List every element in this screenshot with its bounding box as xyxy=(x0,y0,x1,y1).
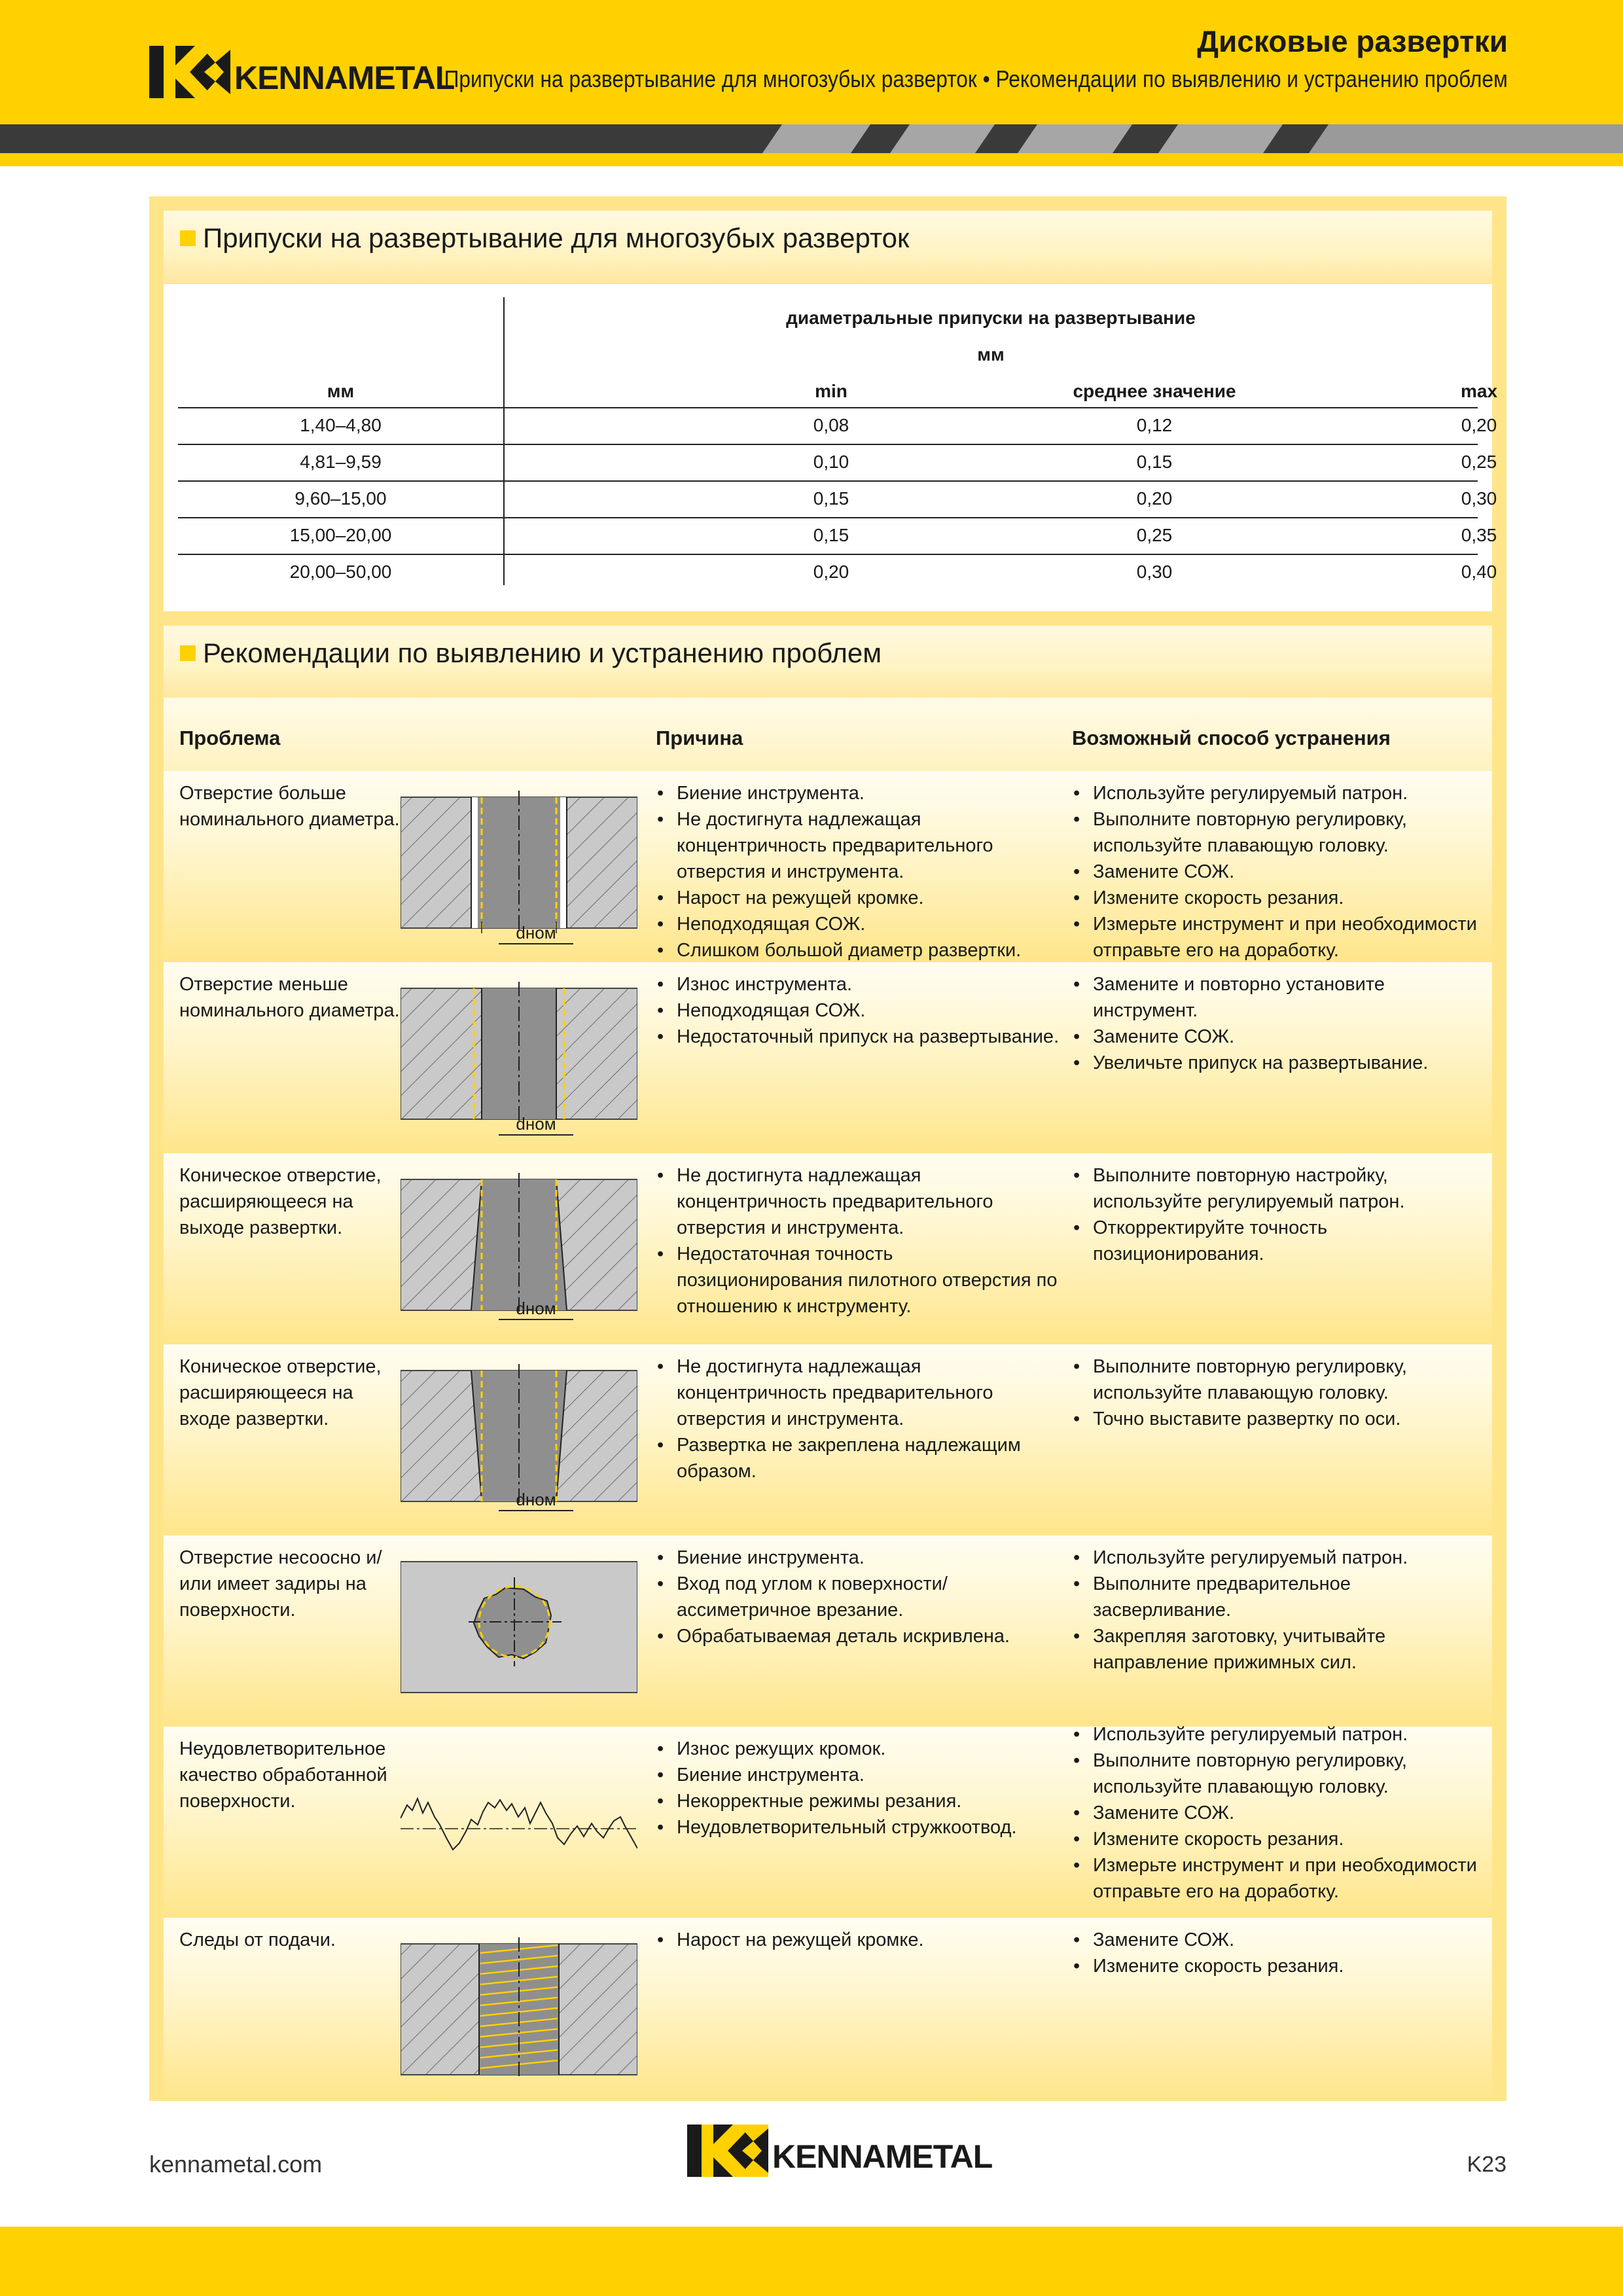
cause-item: • Биение инструмента. xyxy=(656,1762,1061,1788)
cell-min: 0,10 xyxy=(813,452,849,472)
cause-item: • Развертка не закреплена надлежащим образом. xyxy=(656,1432,1061,1484)
bullet-square xyxy=(180,645,196,661)
col-max: max xyxy=(1460,381,1498,401)
cause-item: • Вход под углом к поверхности/ассиметричное врезание. xyxy=(656,1571,1061,1623)
cause-item: • Обрабатываемая деталь искривлена. xyxy=(656,1623,1061,1649)
table-rule xyxy=(178,480,1478,482)
brand-wordmark: KENNAMETAL xyxy=(772,2138,993,2175)
col-cause: Причина xyxy=(656,726,743,749)
footer-band xyxy=(0,2227,1623,2296)
fix-item: • Выполните повторную настройку, используйте регулируемый патрон. xyxy=(1072,1162,1491,1215)
problem-text: Коническое отверстие, расширяющееся на входе развертки. xyxy=(179,1356,382,1429)
group-title: диаметральные припуски на развертывание xyxy=(786,308,1196,328)
fix-item: • Измерьте инструмент и при необходимости отправьте его на доработку. xyxy=(1072,1852,1491,1905)
cell-diam: 1,40–4,80 xyxy=(300,415,382,435)
cause-list xyxy=(656,1162,1061,1319)
page-title: Дисковые развертки xyxy=(1197,24,1508,58)
page-number: K23 xyxy=(1467,2152,1507,2177)
fix-item: • Выполните повторную регулировку, используйте плавающую головку. xyxy=(1072,1354,1491,1406)
fix-item: • Измерьте инструмент и при необходимости отправьте его на доработку. xyxy=(1072,911,1491,963)
trouble-row-taper-exit xyxy=(164,1153,1492,1344)
misaligned-figure xyxy=(401,1549,637,1698)
fix-item: • Измените скорость резания. xyxy=(1072,1953,1491,1979)
cause-list xyxy=(656,1354,1061,1484)
cell-diam: 4,81–9,59 xyxy=(300,452,382,472)
troubleshooting-heading-text: Рекомендации по выявлению и устранению проблем xyxy=(203,637,882,668)
fix-item: • Выполните предварительное засверливание. xyxy=(1072,1571,1491,1623)
table-divider xyxy=(503,297,505,585)
cause-item: • Не достигнута надлежащая концентричность предварительного отверстия и инструмента. xyxy=(656,1354,1061,1432)
page-subtitle: Припуски на развертывание для многозубых разверток • Рекомендации по выявлению и устранению проблем xyxy=(444,65,1508,92)
cell-avg: 0,25 xyxy=(1136,525,1173,545)
fix-item: • Используйте регулируемый патрон. xyxy=(1072,780,1491,806)
taper-exit-figure xyxy=(401,1166,637,1316)
header-stripes xyxy=(0,124,1623,153)
cause-item: • Биение инструмента. xyxy=(656,780,1061,806)
fix-item: • Увеличьте припуск на развертывание. xyxy=(1072,1050,1491,1076)
dim-label: dном xyxy=(499,923,573,944)
footer-kennametal-logo xyxy=(687,2125,993,2177)
trouble-row-oversize xyxy=(164,771,1492,962)
cause-list xyxy=(656,971,1061,1050)
table-rule xyxy=(178,554,1478,555)
fix-list xyxy=(1072,971,1491,1076)
fix-item: • Замените и повторно установите инструмент. xyxy=(1072,971,1491,1024)
cell-min: 0,15 xyxy=(813,488,849,509)
cause-item: • Износ режущих кромок. xyxy=(656,1736,1061,1762)
cell-diam: 9,60–15,00 xyxy=(294,488,387,509)
cause-item: • Нарост на режущей кромке. xyxy=(656,885,1061,911)
cause-item: • Слишком большой диаметр развертки. xyxy=(656,937,1061,963)
cell-diam: 20,00–50,00 xyxy=(289,562,392,582)
cell-min: 0,15 xyxy=(813,525,849,545)
hole-undersize-figure xyxy=(401,975,637,1124)
cause-list xyxy=(656,780,1061,963)
trouble-row-taper-entry xyxy=(164,1344,1492,1535)
cell-max: 0,25 xyxy=(1461,452,1497,472)
fix-item: • Используйте регулируемый патрон. xyxy=(1072,1721,1491,1748)
problem-text: Отверстие больше номинального диаметра. xyxy=(179,783,400,830)
fix-item: • Точно выставите развертку по оси. xyxy=(1072,1406,1491,1432)
col-min: min xyxy=(815,381,847,401)
fix-item: • Измените скорость резания. xyxy=(1072,885,1491,911)
cause-item: • Биение инструмента. xyxy=(656,1545,1061,1571)
fix-list xyxy=(1072,1162,1491,1267)
fix-item: • Используйте регулируемый патрон. xyxy=(1072,1545,1491,1571)
fix-item: • Замените СОЖ. xyxy=(1072,1800,1491,1826)
cause-list xyxy=(656,1545,1061,1649)
cell-max: 0,35 xyxy=(1461,525,1497,545)
dim-label: dном xyxy=(499,1490,573,1511)
cause-item: • Неподходящая СОЖ. xyxy=(656,997,1061,1024)
col-avg: среднее значение xyxy=(1073,381,1236,401)
cell-max: 0,20 xyxy=(1461,415,1497,435)
fix-item: • Выполните повторную регулировку, используйте плавающую головку. xyxy=(1072,1748,1491,1800)
cell-min: 0,08 xyxy=(813,415,849,435)
problem-text: Отверстие несоосно и/или имеет задиры на поверхности. xyxy=(179,1547,382,1621)
problem-text: Следы от подачи. xyxy=(179,1929,336,1950)
cause-item: • Износ инструмента. xyxy=(656,971,1061,997)
cause-item: • Недостаточный припуск на развертывание. xyxy=(656,1024,1061,1050)
cell-avg: 0,30 xyxy=(1136,562,1173,582)
cause-item: • Не достигнута надлежащая концентричность предварительного отверстия и инструмента. xyxy=(656,1162,1061,1241)
cell-avg: 0,12 xyxy=(1136,415,1173,435)
col-problem: Проблема xyxy=(179,726,281,749)
col-diam: мм xyxy=(327,381,355,401)
group-unit: мм xyxy=(977,344,1005,365)
dim-label: dном xyxy=(499,1299,573,1320)
trouble-row-surface xyxy=(164,1724,1492,1918)
cell-diam: 15,00–20,00 xyxy=(289,525,392,545)
footer-url[interactable]: kennametal.com xyxy=(149,2151,323,2178)
cause-item: • Некорректные режимы резания. xyxy=(656,1788,1061,1814)
cell-max: 0,40 xyxy=(1461,562,1497,582)
cause-item: • Неудовлетворительный стружкоотвод. xyxy=(656,1814,1061,1840)
fix-item: • Откорректируйте точность позиционирования. xyxy=(1072,1215,1491,1267)
problem-text: Коническое отверстие, расширяющееся на выходе развертки. xyxy=(179,1165,382,1238)
dim-label: dном xyxy=(499,1114,573,1136)
fix-list xyxy=(1072,1927,1491,1979)
kennametal-k-icon xyxy=(149,46,230,98)
cause-item: • Недостаточная точность позиционирования пилотного отверстия по отношению к инструменту. xyxy=(656,1241,1061,1319)
bullet-square xyxy=(180,230,196,246)
cause-item: • Неподходящая СОЖ. xyxy=(656,911,1061,937)
cause-list xyxy=(656,1736,1061,1840)
fix-item: • Замените СОЖ. xyxy=(1072,859,1491,885)
feed-marks-figure xyxy=(401,1931,637,2080)
fix-item: • Измените скорость резания. xyxy=(1072,1826,1491,1852)
table-rule xyxy=(178,444,1478,445)
cell-min: 0,20 xyxy=(813,562,849,582)
cause-list xyxy=(656,1927,1061,1953)
allowance-table xyxy=(164,284,1498,611)
fix-list xyxy=(1072,780,1491,963)
problem-text: Отверстие меньше номинального диаметра. xyxy=(179,974,400,1021)
cell-avg: 0,15 xyxy=(1136,452,1173,472)
fix-list xyxy=(1072,1354,1491,1432)
cell-avg: 0,20 xyxy=(1136,488,1173,509)
kennametal-logo xyxy=(149,46,455,98)
cause-item: • Нарост на режущей кромке. xyxy=(656,1927,1061,1953)
header-underline xyxy=(0,153,1623,166)
troubleshooting-table-header xyxy=(164,698,1492,771)
problem-text: Неудовлетворительное качество обработанной поверхности. xyxy=(179,1738,387,1812)
table-rule xyxy=(178,517,1478,518)
surface-profile-figure xyxy=(401,1740,637,1889)
table-rule xyxy=(178,407,1478,408)
fix-item: • Выполните повторную регулировку, используйте плавающую головку. xyxy=(1072,806,1491,859)
trouble-row-misaligned xyxy=(164,1535,1492,1727)
taper-entry-figure xyxy=(401,1357,637,1507)
fix-item: • Замените СОЖ. xyxy=(1072,1024,1491,1050)
col-fix: Возможный способ устранения xyxy=(1072,726,1391,749)
troubleshooting-section-heading xyxy=(164,626,1492,698)
fix-list xyxy=(1072,1721,1491,1905)
cause-item: • Не достигнута надлежащая концентричность предварительного отверстия и инструмента. xyxy=(656,806,1061,885)
fix-list xyxy=(1072,1545,1491,1676)
trouble-row-feed-marks xyxy=(164,1918,1492,2100)
kennametal-k-icon xyxy=(687,2125,768,2177)
trouble-row-undersize xyxy=(164,962,1492,1153)
hole-oversize-figure xyxy=(401,784,637,933)
allowance-section-heading xyxy=(164,211,1492,283)
allowance-heading-text: Припуски на развертывание для многозубых разверток xyxy=(203,223,910,253)
fix-item: • Закрепляя заготовку, учитывайте направление прижимных сил. xyxy=(1072,1623,1491,1676)
fix-item: • Замените СОЖ. xyxy=(1072,1927,1491,1953)
brand-wordmark: KENNAMETAL xyxy=(234,60,455,96)
cell-max: 0,30 xyxy=(1461,488,1497,509)
